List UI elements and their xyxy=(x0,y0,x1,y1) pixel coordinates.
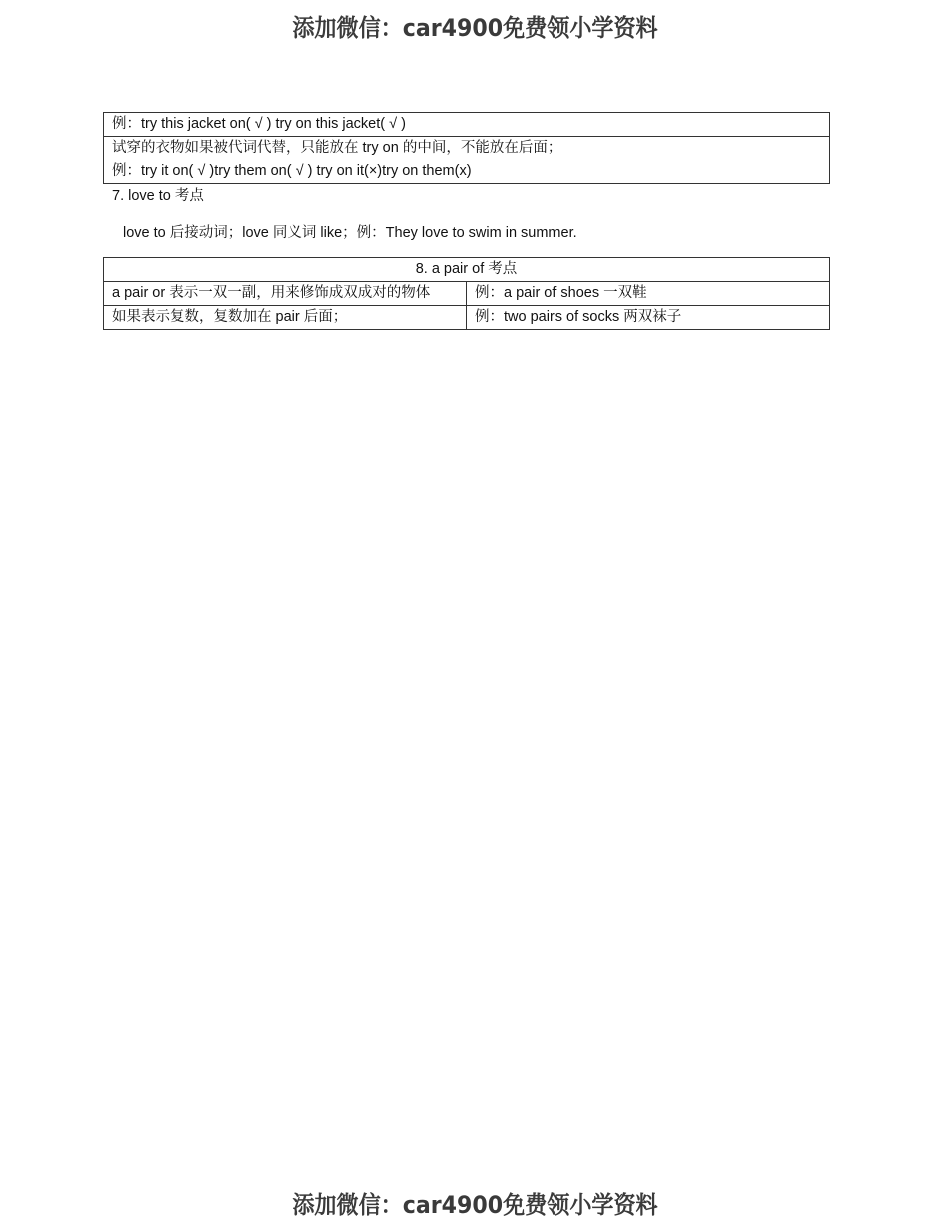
try-on-example-2: 例：try it on( √ )try them on( √ ) try on it(×)try on them(x) xyxy=(112,163,472,179)
try-on-table xyxy=(103,112,830,184)
a-pair-of-rule: a pair or 表示一双一副，用来修饰成双成对的物体 xyxy=(104,282,467,306)
watermark-top: 添加微信：car4900免费领小学资料 xyxy=(292,14,658,42)
table-row xyxy=(104,113,830,137)
table-row xyxy=(104,282,830,306)
try-on-example-1: 例：try this jacket on( √ ) try on this jacket( √ ) xyxy=(104,113,830,137)
a-pair-of-example: 例：a pair of shoes 一双鞋 xyxy=(467,282,830,306)
try-on-rule-cell xyxy=(104,137,830,184)
watermark-bottom: 添加微信：car4900免费领小学资料 xyxy=(292,1191,658,1219)
table-header-row xyxy=(104,258,830,282)
section-7-heading: 7. love to 考点 xyxy=(112,188,204,204)
try-on-rule-text: 试穿的衣物如果被代词代替，只能放在 try on 的中间，不能放在后面； xyxy=(112,140,563,156)
section-7-text: love to 后接动词；love 同义词 like；例：They love to swim in summer. xyxy=(123,225,577,241)
plural-rule: 如果表示复数，复数加在 pair 后面； xyxy=(104,306,467,330)
a-pair-of-table xyxy=(103,257,830,330)
table-row xyxy=(104,306,830,330)
table-row xyxy=(104,137,830,184)
a-pair-of-heading: 8. a pair of 考点 xyxy=(104,258,830,282)
plural-example: 例：two pairs of socks 两双袜子 xyxy=(467,306,830,330)
